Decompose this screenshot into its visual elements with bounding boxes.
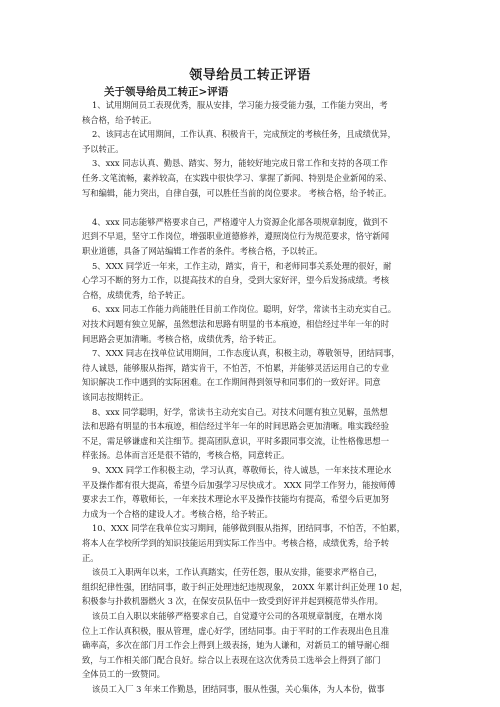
body-line: 待人诚恳，能够服从指挥，踏实肯干，不怕苦，不怕累，并能够灵活运用自己的专业 [82,362,389,373]
body-line: 确率高，多次在部门月工作会上得到上级表扬，她为人谦和，对新员工的辅导耐心细 [82,640,389,651]
body-line: 职业道德，具备了网站编辑工作者的条件。考核合格，予以转正。 [82,246,323,256]
body-line: 核合格，给予转正。 [82,114,157,125]
body-line: 知识解决工作中遇到的实际困难。在工作期间得到领导和同事们的一致好评。同意 [82,377,381,388]
body-line: 积极参与扑救机器燃火 3 次，在保安员队伍中一致受到好评并起到模范带头作用。 [82,596,383,607]
body-line: 7、XXX 同志在找单位试用期间，工作态度认真，积极主动，尊敬领导，团结同事， [92,348,400,359]
body-line: 组织纪律性强，团结同事，敢于纠正处理违纪违规现象， 20XX 年累计纠正处理 10 起， [82,581,408,592]
body-line: 8、xxx 同学聪明，好学，常读书主动充实自己。对技术问题有独立见解，虽然想 [92,406,388,417]
body-line: 予以转正。 [82,143,124,154]
document-subtitle: 关于领导给员工转正>评语 [104,86,229,98]
body-line: 任务.文笔流畅，素养较高，在实践中很快学习、掌握了新闻、特别是企业新闻的采、 [82,173,392,183]
body-line: 写和编辑，能力突出，自律自强，可以胜任当前的岗位要求。 考核合格，给予转正。 [82,187,392,198]
body-line: 该员工入厂 3 年来工作勤恳，团结同事，服从性强，关心集体，为人本份，做事 [92,684,385,694]
body-line: 2、该同志在试用期间，工作认真、积极肯干，完成预定的考核任务，且成绩优异， [92,129,396,140]
body-line: 不足，需足够谦虚和关注细节。提高团队意识，平时多跟同事交流，让性格像思想一 [82,435,389,446]
body-line: 平及操作都有很大提高，希望今后加强学习尽快成才。 XXX 同学工作努力，能按师傅 [82,479,396,490]
body-line: 合格，成绩优秀，给予转正。 [82,289,190,300]
body-line: 要求去工作，尊敬师长，一年来技术理论水平及操作技能均有提高，希望今后更加努 [82,494,389,505]
body-line: 9、XXX 同学工作积极主动，学习认真，尊敬师长，待人诚恳，一年来技术理论水 [92,465,392,475]
body-line: 力成为一个合格的建设人才。考核合格，给予转正。 [82,508,273,519]
body-line: 6、xxx 同志工作能力尚能胜任目前工作岗位。聪明，好学，常读书主动充实自己。 [92,304,397,315]
body-line: 心学习不断的努力工作，以提高技术的自身，受到大家好评，望今后发扬成绩。考核 [82,275,389,286]
body-line: 1、试用期间员工表现优秀，服从安排，学习能力接受能力强，工作能力突出，考 [92,100,388,110]
body-line: 全体员工的一致赞同。 [82,669,165,680]
body-line: 正。 [82,552,99,563]
body-line: 迟到不早退，坚守工作岗位，增强职业道德修养，遵照岗位行为规范要求，恪守新闻 [82,231,389,242]
body-line: 3、xxx 同志认真、勤恳、踏实、努力，能较好地完成日常工作和支持的各项工作 [92,158,388,169]
body-line: 该员工入职两年以来，工作认真踏实，任劳任怨，服从安排，能要求严格自己， [92,567,383,578]
body-line: 致，与工作相关部门配合良好。综合以上表现在这次优秀员工选举会上得到了部门 [82,654,381,665]
body-line: 该员工自入职以来能够严格要求自己，自觉遵守公司的各项规章制度，在增水岗 [92,611,383,621]
body-line: 样张扬。总体而言还是很不错的，考核合格，同意转正。 [82,450,290,461]
body-line: 间思路会更加清晰。考核合格，成绩优秀，给予转正。 [82,333,282,344]
body-line: 该同志按期转正。 [82,392,149,402]
body-line: 位上工作认真积极，服从管理，虚心好学，团结同事。由于平时的工作表现出色且准 [82,625,389,636]
body-line: 法和思路有明显的书本痕迹，相信经过半年一年的时间思路会更加清晰。唯实践经验 [82,421,389,432]
body-line: 4、xxx 同志能够严格要求自己，严格遵守人力资源企化部各项规章制度，做到不 [92,216,388,227]
document-title: 领导给员工转正评语 [189,68,311,83]
body-line: 将本人在学校所学到的知识技能运用到实际工作当中。考核合格，成绩优秀，给予转 [82,538,389,548]
body-line: 对技术问题有独立见解，虽然想法和思路有明显的书本痕迹，相信经过半年一年的时 [82,319,389,329]
body-line: 10、XXX 同学在我单位实习期间，能够做到服从指挥，团结同事，不怕苦，不怕累， [92,523,406,534]
body-line: 5、XXX 同学近一年来，工作主动，踏实，肯干，和老师同事关系处理的很好，耐 [92,260,392,271]
